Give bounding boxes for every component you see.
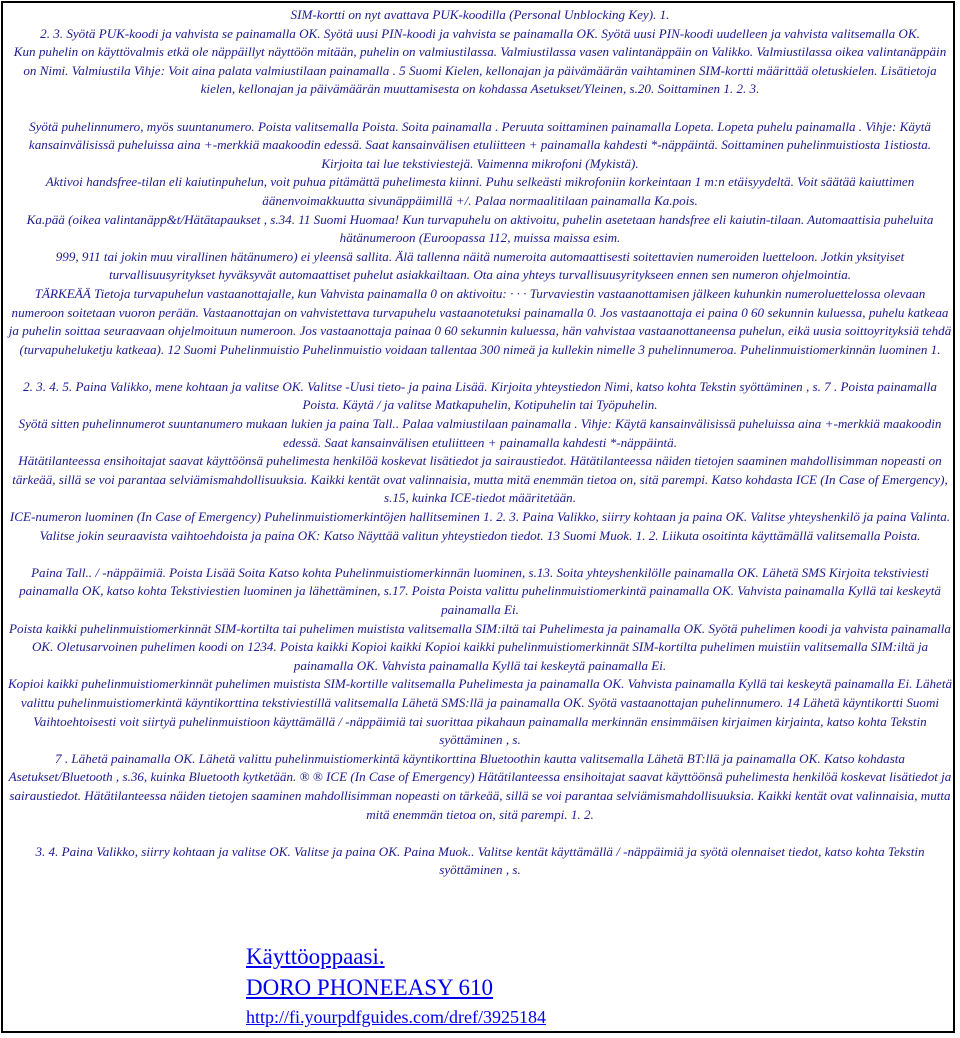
footer-links [246, 941, 746, 1029]
paragraph: Kopioi kaikki puhelinmuistiomerkinnät puhelimen muistista SIM-kortille valitsemalla Puhelimesta ja painamalla OK. Vahvista painamalla Kyllä tai keskeytä painamalla Ei. Lähetä valittu puhelinmuistiomerkintä käyntikorttina tekstiviestillä valitsemalla Lähetä SMS:llä ja painamalla OK. Syötä vastaanottajan puhelinnumero. 14 Lähetä käyntikortti Suomi Vaihtoehtoisesti voit siirtyä puhelinmuistioon käyttämällä / -näppäimiä tai suorittaa pikahaun painamalla merkinnän ensimmäisen kirjaimen kirjainta, katso kohta Tekstin syöttäminen , s. [7, 676, 953, 748]
paragraph: Syötä sitten puhelinnumerot suuntanumero mukaan lukien ja paina Tall.. Palaa valmiustilaan painamalla . Vihje: Käytä kansainvälisissä puheluissa aina +-merkkiä maakoodin edessä. Saat kansainvälisen etuliitteen + painamalla kahdesti *-näppäintä. [18, 416, 942, 450]
paragraph-gap [7, 824, 953, 843]
paragraph: Syötä puhelinnumero, myös suuntanumero. Poista valitsemalla Poista. Soita painamalla . Peruuta soittaminen painamalla Lopeta. Lopeta puhelu painamalla . Vihje: Käytä kansainvälisissä puheluissa aina +-merkkiä maakoodin edessä. Saat kansainvälisen etuliitteen + painamalla kahdesti *-näppäintä. Soittaminen puhelinmuistiosta 1istiosta. Kirjoita tai lue tekstiviestejä. Vaimenna mikrofoni (Mykistä). [28, 118, 932, 171]
paragraph: Hätätilanteessa ensihoitajat saavat käyttöönsä puhelimesta henkilöä koskevat lisätiedot ja sairaustiedot. Hätätilanteessa näiden tietojen saaminen mahdollisimman nopeasti on tärkeää, sillä se voi parantaa selviämismahdollisuuksia. Kaikki kentät ovat valinnaisia, mutta mitä enemmän tietoa on, sitä parempi. Katso kohdasta ICE (In Case of Emergency), s.15, kuinka ICE-tiedot määritetään. [12, 453, 948, 506]
paragraph-gap [7, 545, 953, 564]
paragraph: 2. 3. 4. 5. Paina Valikko, mene kohtaan ja valitse OK. Valitse -Uusi tieto- ja paina Lisää. Kirjoita yhteystiedon Nimi, katso kohta Tekstin syöttäminen , s. 7 . Poista painamalla Poista. Käytä / ja valitse Matkapuhelin, Kotipuhelin tai Työpuhelin. [23, 378, 937, 413]
paragraph: 3. 4. Paina Valikko, siirry kohtaan ja valitse OK. Valitse ja paina OK. Paina Muok.. Valitse kentät käyttämällä / -näppäimiä ja syötä olennaiset tiedot, katso kohta Tekstin syöttäminen , s. [35, 843, 925, 878]
paragraph: Ka.pää (oikea valintanäpp&t/Hätätapaukset , s.34. 11 Suomi Huomaa! Kun turvapuhelu on aktivoitu, puhelin asetetaan handsfree eli kaiutin-tilaan. Automaattisia puheluita hätänumeroon (Euroopassa 112, muissa maissa esim. [26, 211, 934, 246]
manual-text [7, 6, 953, 880]
paragraph: Aktivoi handsfree-tilan eli kaiutinpuhelun, voit puhua pitämättä puhelimesta kiinni. Puhu selkeästi mikrofoniin korkeintaan 1 m:n etäisyydeltä. Voit säätää kaiuttimen äänenvoimakkuutta sivunäppäimillä +/. Palaa normaalitilaan painamalla Ka.pois. [45, 174, 915, 208]
paragraph-gap [7, 359, 953, 378]
paragraph: Poista kaikki puhelinmuistiomerkinnät SIM-kortilta tai puhelimen muistista valitsemalla SIM:iltä tai Puhelimesta ja painamalla OK. Syötä puhelimen koodi ja vahvista painamalla OK. Oletusarvoinen puhelimen koodi on 1234. Poista kaikki Kopioi kaikki Kopioi kaikki puhelinmuistiomerkinnät SIM-kortilta puhelimen muistiin valitsemalla SIM:iltä ja painamalla OK. Vahvista painamalla Kyllä tai keskeytä painamalla Ei. [9, 620, 951, 673]
paragraph: ICE-numeron luominen (In Case of Emergency) Puhelinmuistiomerkintöjen hallitseminen 1. 2. 3. Paina Valikko, siirry kohtaan ja paina OK. Valitse yhteyshenkilö ja paina Valinta. Valitse jokin seuraavista vaihtoehdoista ja paina OK: Katso Näyttää valitun yhteystiedon tiedot. 13 Suomi Muok. 1. 2. Liikuta osoitinta käyttämällä valitsemalla Poista. [9, 509, 951, 543]
paragraph: Kun puhelin on käyttövalmis etkä ole näppäillyt näyttöön mitään, puhelin on valmiustilassa. Valmiustilassa vasen valintanäppäin on Valikko. Valmiustilassa oikea valintanäppäin on Nimi. Valmiustila Vihje: Voit aina palata valmiustilaan painamalla . 5 Suomi Kielen, kellonajan ja päivämäärän vaihtaminen SIM-kortti määrittää oletuskielen. Lisätietoja kielen, kellonajan ja päivämäärän muuttamisesta on kohdassa Asetukset/Yleinen, s.20. Soittaminen 1. 2. 3. [13, 44, 947, 97]
paragraph: 7 . Lähetä painamalla OK. Lähetä valittu puhelinmuistiomerkintä käyntikorttina Bluetoothin kautta valitsemalla Lähetä BT:llä ja painamalla OK. Katso kohdasta Asetukset/Bluetooth , s.36, kuinka Bluetooth kytketään. ® ® ICE (In Case of Emergency) Hätätilanteessa ensihoitajat saavat käyttöönsä puhelimesta henkilöä koskevat lisätiedot ja sairaustiedot. Hätätilanteessa näiden tietojen saaminen mahdollisimman nopeasti on tärkeää, sillä se voi parantaa selviämismahdollisuuksia. Kaikki kentät ovat valinnaisia, mutta mitä enemmän tietoa on, sitä parempi. 1. 2. [8, 750, 952, 822]
footer-title-link[interactable]: Käyttöoppaasi. [246, 944, 385, 969]
paragraph: TÄRKEÄÄ Tietoja turvapuhelun vastaanottajalle, kun Vahvista painamalla 0 on aktivoitu: · · · Turvaviestin vastaanottamisen jälkeen kuhunkin numeroluettelossa olevaan numeroon soitetaan vuoron perään. Vastaanottajan on vahvistettava turvapuhelu vastaanotetuksi painamalla 0. Jos vastaanottaja ei paina 0 60 sekunnin kuluessa, puhelu katkeaa ja puhelin soittaa seuraavaan ohjelmoituun numeroon. Jos vastaanottaja painaa 0 60 sekunnin kuluessa, hän vahvistaa vastaanottaneensa puhelun, eikä uusia soittoyrityksiä tehdä (turvapuheluketju katkeaa). 12 Suomi Puhelinmuistio Puhelinmuistio voidaan tallentaa 300 nimeä ja kullekin nimelle 3 puhelinnumeroa. Puhelinmuistiomerkinnän luominen 1. [8, 285, 952, 357]
paragraph: 2. 3. Syötä PUK-koodi ja vahvista se painamalla OK. Syötä uusi PIN-koodi ja vahvista se painamalla OK. Syötä uusi PIN-koodi uudelleen ja vahvista valitsemalla OK. [40, 25, 920, 41]
page-frame [1, 1, 955, 1033]
footer-product-link[interactable]: DORO PHONEEASY 610 [246, 975, 494, 1000]
paragraph-gap [7, 99, 953, 118]
paragraph: Paina Tall.. / -näppäimiä. Poista Lisää Soita Katso kohta Puhelinmuistiomerkinnän luominen, s.13. Soita yhteyshenkilölle painamalla OK. Lähetä SMS Kirjoita tekstiviesti painamalla OK, katso kohta Tekstiviestien luominen ja lähettäminen, s.17. Poista Poista valittu puhelinmuistiomerkintä painamalla OK. Vahvista painamalla Kyllä tai keskeytä painamalla Ei. [19, 564, 941, 617]
paragraph: 999, 911 tai jokin muu virallinen hätänumero) ei yleensä sallita. Älä tallenna näitä numeroita automaattisesti soitettavien numeroiden luetteloon. Jotkin yksityiset turvallisuusyritykset hyväksyvät automaattiset puhelut asiakkailtaan. Ota aina yhteys turvallisuusyritykseen ennen sen numeron ohjelmointia. [55, 248, 905, 283]
paragraph: SIM-kortti on nyt avattava PUK-koodilla (Personal Unblocking Key). 1. [290, 7, 670, 22]
footer-url-link[interactable]: http://fi.yourpdfguides.com/dref/3925184 [246, 1007, 546, 1027]
